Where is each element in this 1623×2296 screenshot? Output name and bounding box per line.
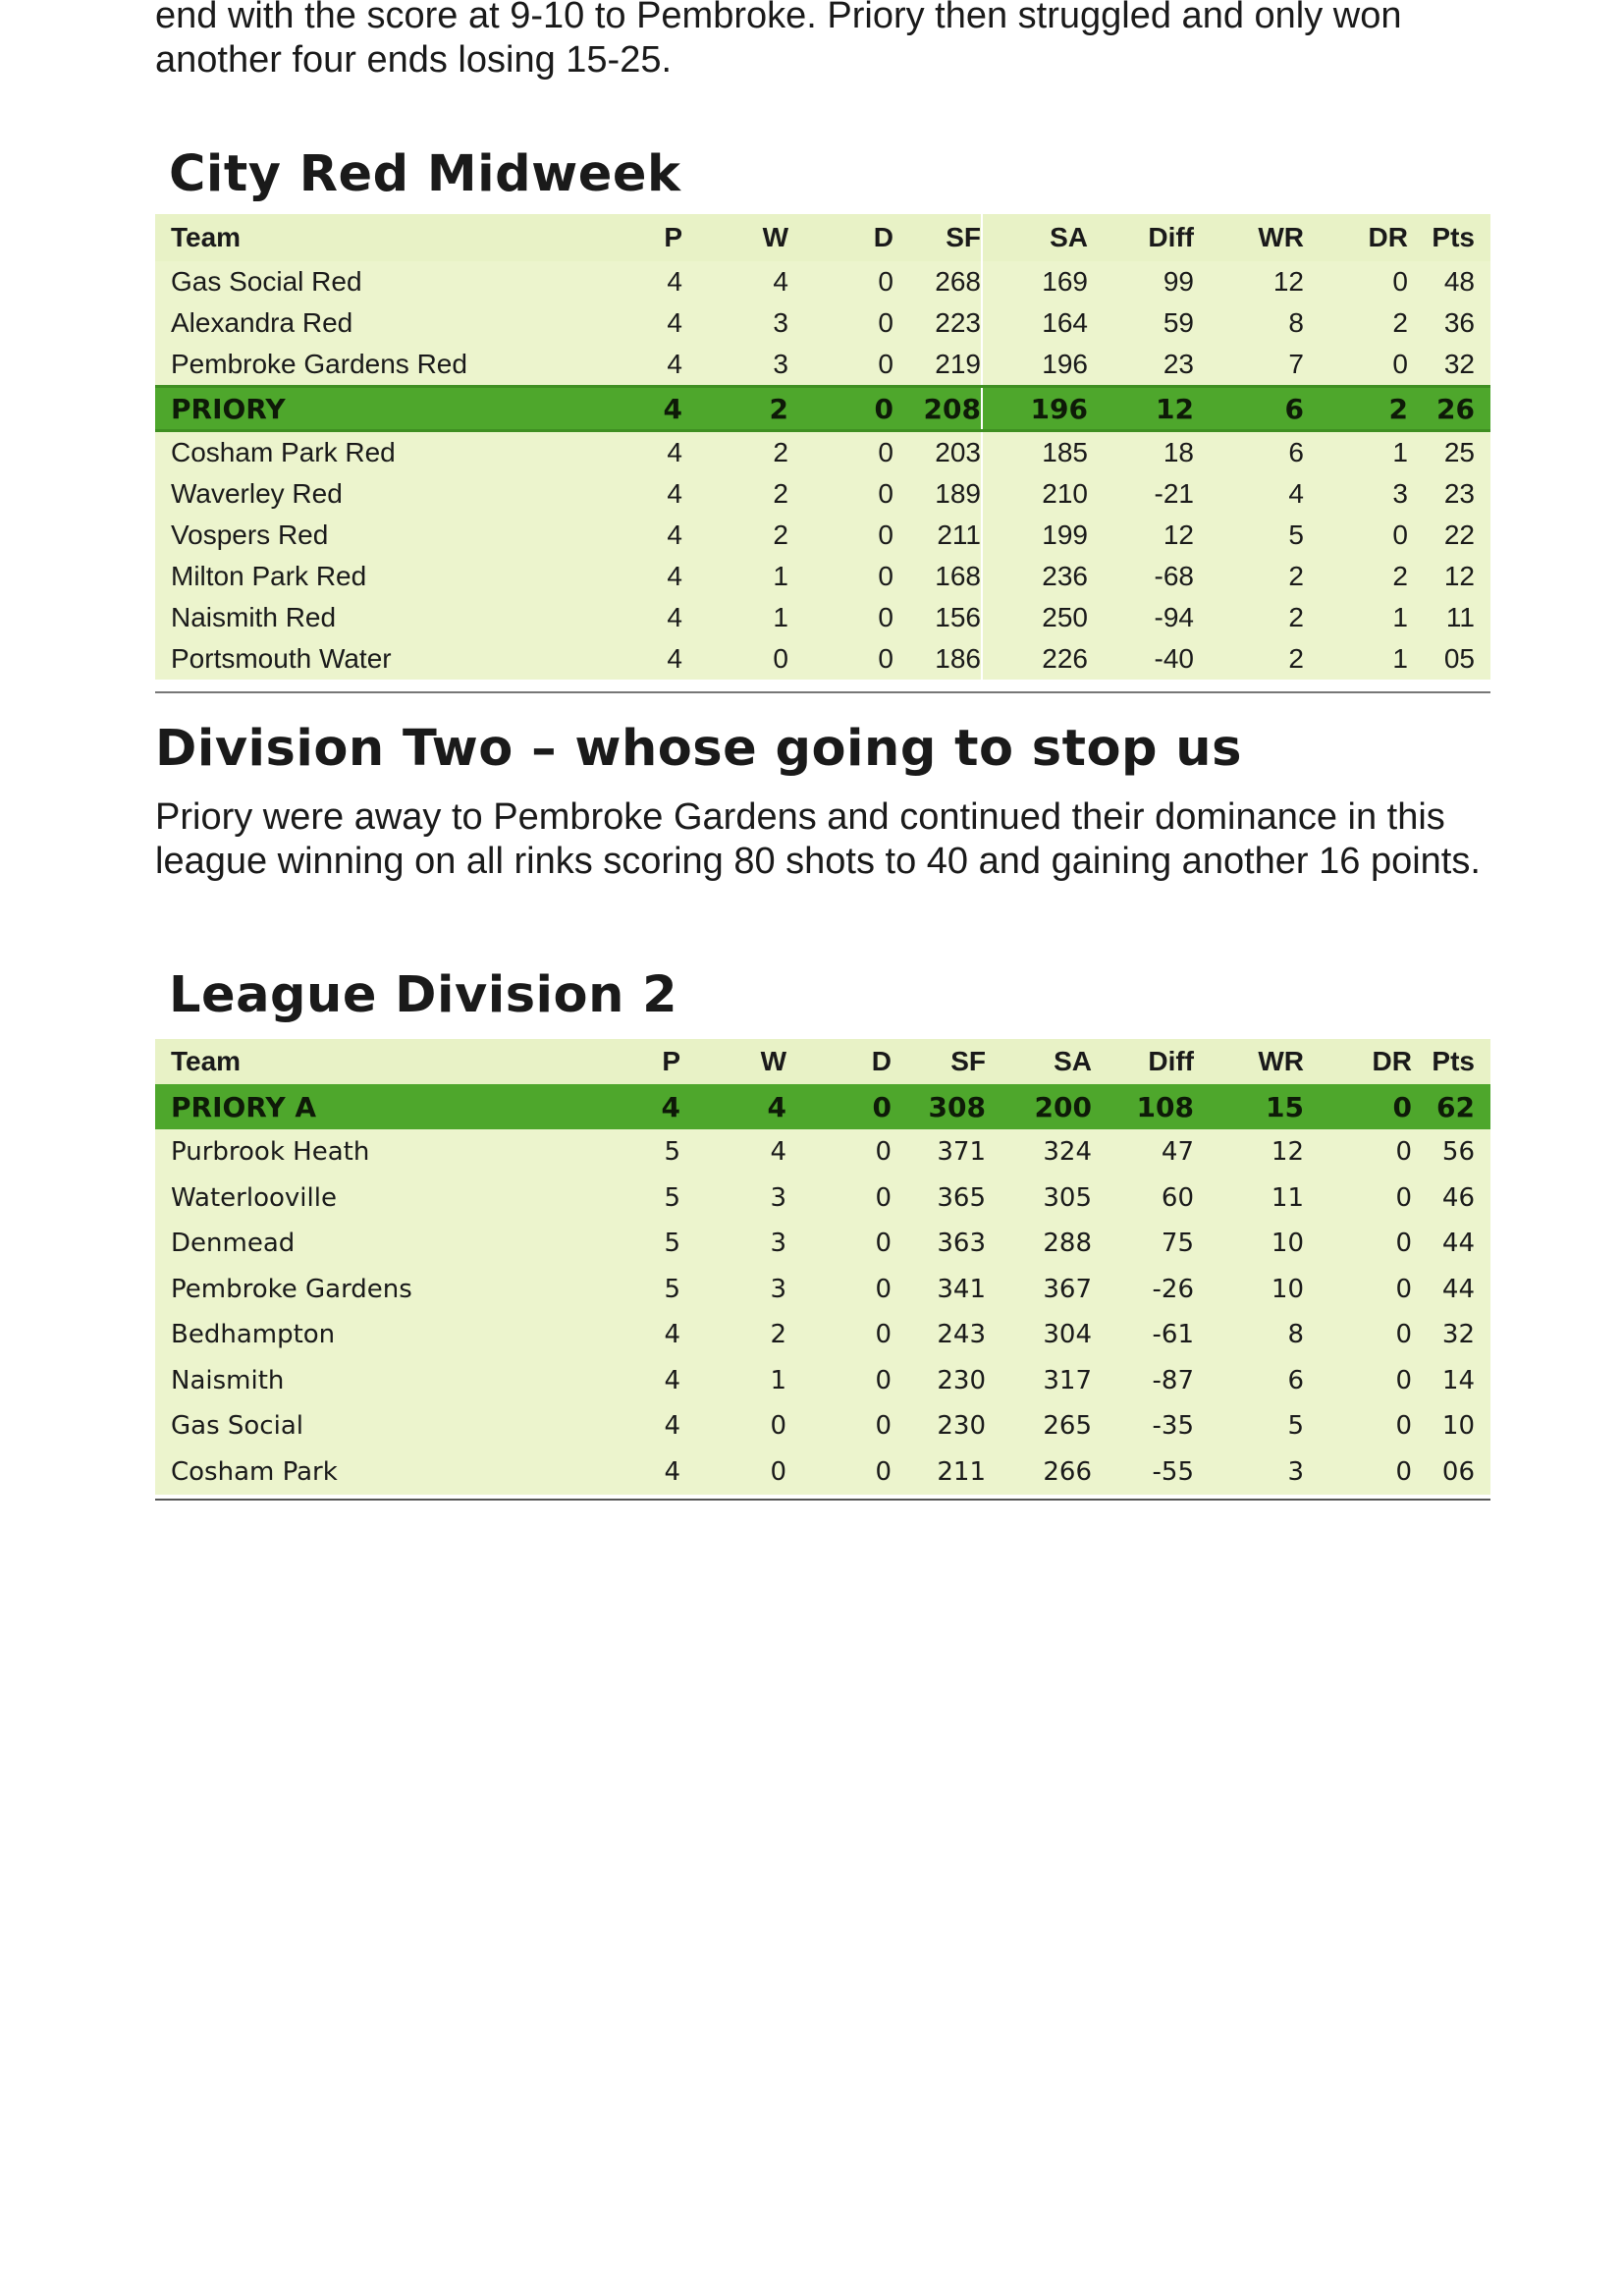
cell-team: Portsmouth Water <box>155 638 587 680</box>
intro-paragraph: end with the score at 9-10 to Pembroke. Priory then struggled and only won another four ends losing 15-25. <box>155 0 1402 81</box>
cell-team: PRIORY A <box>155 1084 587 1129</box>
cell-d: 0 <box>788 473 893 515</box>
cell-w: 2 <box>682 473 788 515</box>
cell-pts: 22 <box>1408 515 1490 556</box>
cell-p: 4 <box>587 387 682 431</box>
cell-diff: -68 <box>1088 556 1194 597</box>
cell-p: 4 <box>587 556 682 597</box>
cell-pts: 06 <box>1412 1449 1490 1496</box>
cell-diff: -21 <box>1088 473 1194 515</box>
cell-sa: 304 <box>986 1312 1092 1358</box>
header-sf: SF <box>893 214 982 261</box>
cell-pts: 32 <box>1412 1312 1490 1358</box>
division-two-heading: Division Two – whose going to stop us <box>155 720 1242 778</box>
cell-team: Bedhampton <box>155 1312 587 1358</box>
cell-wr: 8 <box>1194 302 1304 344</box>
cell-diff: -40 <box>1088 638 1194 680</box>
cell-d: 0 <box>788 638 893 680</box>
cell-dr: 0 <box>1304 1358 1412 1404</box>
cell-sf: 211 <box>893 515 982 556</box>
header-d: D <box>786 1039 892 1084</box>
cell-sa: 324 <box>986 1129 1092 1175</box>
cell-p: 5 <box>587 1175 680 1222</box>
cell-d: 0 <box>786 1403 892 1449</box>
cell-p: 5 <box>587 1221 680 1267</box>
header-wr: WR <box>1194 1039 1304 1084</box>
cell-diff: 99 <box>1088 261 1194 302</box>
cell-w: 4 <box>680 1084 786 1129</box>
cell-team: Gas Social Red <box>155 261 587 302</box>
cell-sa: 266 <box>986 1449 1092 1496</box>
cell-d: 0 <box>788 431 893 474</box>
cell-wr: 10 <box>1194 1221 1304 1267</box>
cell-d: 0 <box>788 387 893 431</box>
cell-diff: 75 <box>1092 1221 1194 1267</box>
cell-p: 4 <box>587 431 682 474</box>
cell-wr: 6 <box>1194 387 1304 431</box>
cell-d: 0 <box>786 1084 892 1129</box>
cell-diff: 12 <box>1088 515 1194 556</box>
table-row <box>155 1312 1490 1358</box>
cell-sa: 236 <box>982 556 1088 597</box>
cell-wr: 3 <box>1194 1449 1304 1496</box>
cell-wr: 12 <box>1194 1129 1304 1175</box>
cell-sf: 168 <box>893 556 982 597</box>
cell-diff: -55 <box>1092 1449 1194 1496</box>
cell-wr: 4 <box>1194 473 1304 515</box>
cell-p: 4 <box>587 261 682 302</box>
cell-w: 2 <box>682 431 788 474</box>
table-row <box>155 473 1490 515</box>
cell-sa: 250 <box>982 597 1088 638</box>
cell-d: 0 <box>788 261 893 302</box>
cell-sa: 196 <box>982 344 1088 387</box>
table-row <box>155 431 1490 474</box>
header-diff: Diff <box>1092 1039 1194 1084</box>
cell-sf: 365 <box>892 1175 986 1222</box>
cell-w: 3 <box>680 1221 786 1267</box>
cell-sf: 211 <box>892 1449 986 1496</box>
cell-team: PRIORY <box>155 387 587 431</box>
cell-wr: 2 <box>1194 556 1304 597</box>
table-row <box>155 1358 1490 1404</box>
cell-p: 4 <box>587 473 682 515</box>
cell-team: Naismith Red <box>155 597 587 638</box>
header-sa: SA <box>986 1039 1092 1084</box>
cell-sf: 230 <box>892 1403 986 1449</box>
cell-dr: 0 <box>1304 344 1408 387</box>
cell-team: Naismith <box>155 1358 587 1404</box>
cell-d: 0 <box>788 515 893 556</box>
cell-wr: 5 <box>1194 515 1304 556</box>
cell-sf: 341 <box>892 1267 986 1313</box>
cell-sa: 265 <box>986 1403 1092 1449</box>
cell-w: 0 <box>682 638 788 680</box>
cell-w: 2 <box>680 1312 786 1358</box>
cell-p: 4 <box>587 515 682 556</box>
cell-dr: 1 <box>1304 597 1408 638</box>
cell-wr: 5 <box>1194 1403 1304 1449</box>
header-w: W <box>682 214 788 261</box>
cell-d: 0 <box>786 1449 892 1496</box>
cell-diff: 23 <box>1088 344 1194 387</box>
cell-dr: 0 <box>1304 1221 1412 1267</box>
header-w: W <box>680 1039 786 1084</box>
cell-team: Alexandra Red <box>155 302 587 344</box>
cell-wr: 10 <box>1194 1267 1304 1313</box>
city-red-title: City Red Midweek <box>169 145 681 203</box>
cell-d: 0 <box>786 1129 892 1175</box>
table-row <box>155 1403 1490 1449</box>
cell-team: Waverley Red <box>155 473 587 515</box>
cell-w: 0 <box>680 1403 786 1449</box>
cell-dr: 0 <box>1304 515 1408 556</box>
division-two-paragraph: Priory were away to Pembroke Gardens and continued their dominance in this league winning on all rinks scoring 80 shots to 40 and gaining another 16 points. <box>155 796 1481 882</box>
cell-p: 4 <box>587 344 682 387</box>
cell-team: Vospers Red <box>155 515 587 556</box>
cell-dr: 1 <box>1304 431 1408 474</box>
cell-diff: 12 <box>1088 387 1194 431</box>
cell-pts: 23 <box>1408 473 1490 515</box>
table-row <box>155 1175 1490 1222</box>
city-red-table <box>155 214 1490 680</box>
cell-sa: 305 <box>986 1175 1092 1222</box>
cell-pts: 62 <box>1412 1084 1490 1129</box>
cell-pts: 11 <box>1408 597 1490 638</box>
cell-pts: 44 <box>1412 1267 1490 1313</box>
cell-sa: 164 <box>982 302 1088 344</box>
cell-team: Denmead <box>155 1221 587 1267</box>
cell-team: Waterlooville <box>155 1175 587 1222</box>
cell-diff: 60 <box>1092 1175 1194 1222</box>
cell-w: 3 <box>682 344 788 387</box>
cell-p: 5 <box>587 1267 680 1313</box>
cell-w: 0 <box>680 1449 786 1496</box>
cell-w: 1 <box>682 597 788 638</box>
league-div2-table-body <box>155 1084 1490 1495</box>
cell-p: 4 <box>587 638 682 680</box>
cell-d: 0 <box>786 1267 892 1313</box>
document-page <box>155 0 1490 1487</box>
cell-sf: 186 <box>893 638 982 680</box>
city-red-table-body <box>155 261 1490 680</box>
cell-wr: 2 <box>1194 597 1304 638</box>
header-sa: SA <box>982 214 1088 261</box>
cell-diff: 47 <box>1092 1129 1194 1175</box>
header-pts: Pts <box>1412 1039 1490 1084</box>
cell-d: 0 <box>788 597 893 638</box>
cell-sf: 363 <box>892 1221 986 1267</box>
cell-pts: 26 <box>1408 387 1490 431</box>
cell-diff: -26 <box>1092 1267 1194 1313</box>
cell-diff: -35 <box>1092 1403 1194 1449</box>
cell-pts: 10 <box>1412 1403 1490 1449</box>
cell-sa: 367 <box>986 1267 1092 1313</box>
cell-dr: 1 <box>1304 638 1408 680</box>
cell-dr: 0 <box>1304 1084 1412 1129</box>
header-p: P <box>587 1039 680 1084</box>
cell-w: 4 <box>682 261 788 302</box>
league-div2-table <box>155 1039 1490 1495</box>
cell-diff: -61 <box>1092 1312 1194 1358</box>
cell-w: 3 <box>680 1175 786 1222</box>
cell-dr: 0 <box>1304 1403 1412 1449</box>
cell-sf: 223 <box>893 302 982 344</box>
cell-w: 4 <box>680 1129 786 1175</box>
cell-wr: 2 <box>1194 638 1304 680</box>
cell-wr: 12 <box>1194 261 1304 302</box>
cell-sa: 169 <box>982 261 1088 302</box>
cell-d: 0 <box>786 1175 892 1222</box>
table-row <box>155 344 1490 387</box>
cell-wr: 8 <box>1194 1312 1304 1358</box>
cell-w: 2 <box>682 387 788 431</box>
cell-w: 2 <box>682 515 788 556</box>
cell-sa: 317 <box>986 1358 1092 1404</box>
header-dr: DR <box>1304 1039 1412 1084</box>
cell-d: 0 <box>786 1312 892 1358</box>
table-bottom-rule <box>155 1499 1490 1501</box>
cell-p: 4 <box>587 1449 680 1496</box>
cell-sa: 200 <box>986 1084 1092 1129</box>
cell-dr: 2 <box>1304 556 1408 597</box>
cell-d: 0 <box>786 1358 892 1404</box>
cell-sf: 308 <box>892 1084 986 1129</box>
cell-team: Cosham Park <box>155 1449 587 1496</box>
cell-pts: 14 <box>1412 1358 1490 1404</box>
table-row <box>155 1221 1490 1267</box>
cell-pts: 46 <box>1412 1175 1490 1222</box>
cell-pts: 48 <box>1408 261 1490 302</box>
cell-diff: 59 <box>1088 302 1194 344</box>
cell-sf: 371 <box>892 1129 986 1175</box>
header-pts: Pts <box>1408 214 1490 261</box>
cell-pts: 56 <box>1412 1129 1490 1175</box>
cell-pts: 25 <box>1408 431 1490 474</box>
cell-w: 3 <box>682 302 788 344</box>
cell-d: 0 <box>788 556 893 597</box>
cell-p: 4 <box>587 1312 680 1358</box>
header-dr: DR <box>1304 214 1408 261</box>
league-div2-title: League Division 2 <box>169 966 678 1024</box>
cell-dr: 3 <box>1304 473 1408 515</box>
cell-sf: 203 <box>893 431 982 474</box>
cell-sa: 210 <box>982 473 1088 515</box>
cell-wr: 7 <box>1194 344 1304 387</box>
cell-sa: 199 <box>982 515 1088 556</box>
cell-dr: 2 <box>1304 387 1408 431</box>
cell-sa: 226 <box>982 638 1088 680</box>
cell-diff: -87 <box>1092 1358 1194 1404</box>
table-row <box>155 261 1490 302</box>
header-team: Team <box>155 1039 587 1084</box>
cell-sf: 219 <box>893 344 982 387</box>
cell-wr: 6 <box>1194 1358 1304 1404</box>
table-row <box>155 597 1490 638</box>
cell-d: 0 <box>786 1221 892 1267</box>
cell-sa: 288 <box>986 1221 1092 1267</box>
cell-sf: 243 <box>892 1312 986 1358</box>
cell-pts: 05 <box>1408 638 1490 680</box>
table-header-row <box>155 1039 1490 1084</box>
cell-dr: 0 <box>1304 1312 1412 1358</box>
table-row <box>155 556 1490 597</box>
cell-dr: 0 <box>1304 1449 1412 1496</box>
cell-p: 4 <box>587 302 682 344</box>
cell-team: Milton Park Red <box>155 556 587 597</box>
cell-sf: 156 <box>893 597 982 638</box>
header-p: P <box>587 214 682 261</box>
cell-w: 1 <box>682 556 788 597</box>
cell-w: 3 <box>680 1267 786 1313</box>
cell-pts: 12 <box>1408 556 1490 597</box>
table-row <box>155 1129 1490 1175</box>
cell-diff: 108 <box>1092 1084 1194 1129</box>
table-row <box>155 638 1490 680</box>
cell-team: Cosham Park Red <box>155 431 587 474</box>
cell-wr: 11 <box>1194 1175 1304 1222</box>
cell-d: 0 <box>788 302 893 344</box>
cell-dr: 0 <box>1304 1267 1412 1313</box>
cell-dr: 0 <box>1304 261 1408 302</box>
cell-sf: 208 <box>893 387 982 431</box>
cell-wr: 15 <box>1194 1084 1304 1129</box>
cell-w: 1 <box>680 1358 786 1404</box>
cell-p: 4 <box>587 1084 680 1129</box>
cell-d: 0 <box>788 344 893 387</box>
table-header-row <box>155 214 1490 261</box>
cell-diff: 18 <box>1088 431 1194 474</box>
table-row <box>155 515 1490 556</box>
cell-p: 4 <box>587 597 682 638</box>
table-bottom-rule <box>155 691 1490 693</box>
cell-dr: 0 <box>1304 1129 1412 1175</box>
cell-team: Purbrook Heath <box>155 1129 587 1175</box>
cell-diff: -94 <box>1088 597 1194 638</box>
cell-wr: 6 <box>1194 431 1304 474</box>
cell-sf: 268 <box>893 261 982 302</box>
cell-sf: 189 <box>893 473 982 515</box>
cell-team: Gas Social <box>155 1403 587 1449</box>
table-row <box>155 1267 1490 1313</box>
header-diff: Diff <box>1088 214 1194 261</box>
header-team: Team <box>155 214 587 261</box>
table-row-highlighted <box>155 387 1490 431</box>
cell-pts: 36 <box>1408 302 1490 344</box>
cell-team: Pembroke Gardens <box>155 1267 587 1313</box>
table-row <box>155 1449 1490 1496</box>
cell-p: 4 <box>587 1403 680 1449</box>
table-row <box>155 302 1490 344</box>
cell-pts: 32 <box>1408 344 1490 387</box>
header-sf: SF <box>892 1039 986 1084</box>
header-wr: WR <box>1194 214 1304 261</box>
header-d: D <box>788 214 893 261</box>
cell-sa: 185 <box>982 431 1088 474</box>
cell-sf: 230 <box>892 1358 986 1404</box>
cell-pts: 44 <box>1412 1221 1490 1267</box>
cell-p: 5 <box>587 1129 680 1175</box>
cell-dr: 0 <box>1304 1175 1412 1222</box>
cell-dr: 2 <box>1304 302 1408 344</box>
cell-p: 4 <box>587 1358 680 1404</box>
cell-sa: 196 <box>982 387 1088 431</box>
cell-team: Pembroke Gardens Red <box>155 344 587 387</box>
table-row-highlighted <box>155 1084 1490 1129</box>
